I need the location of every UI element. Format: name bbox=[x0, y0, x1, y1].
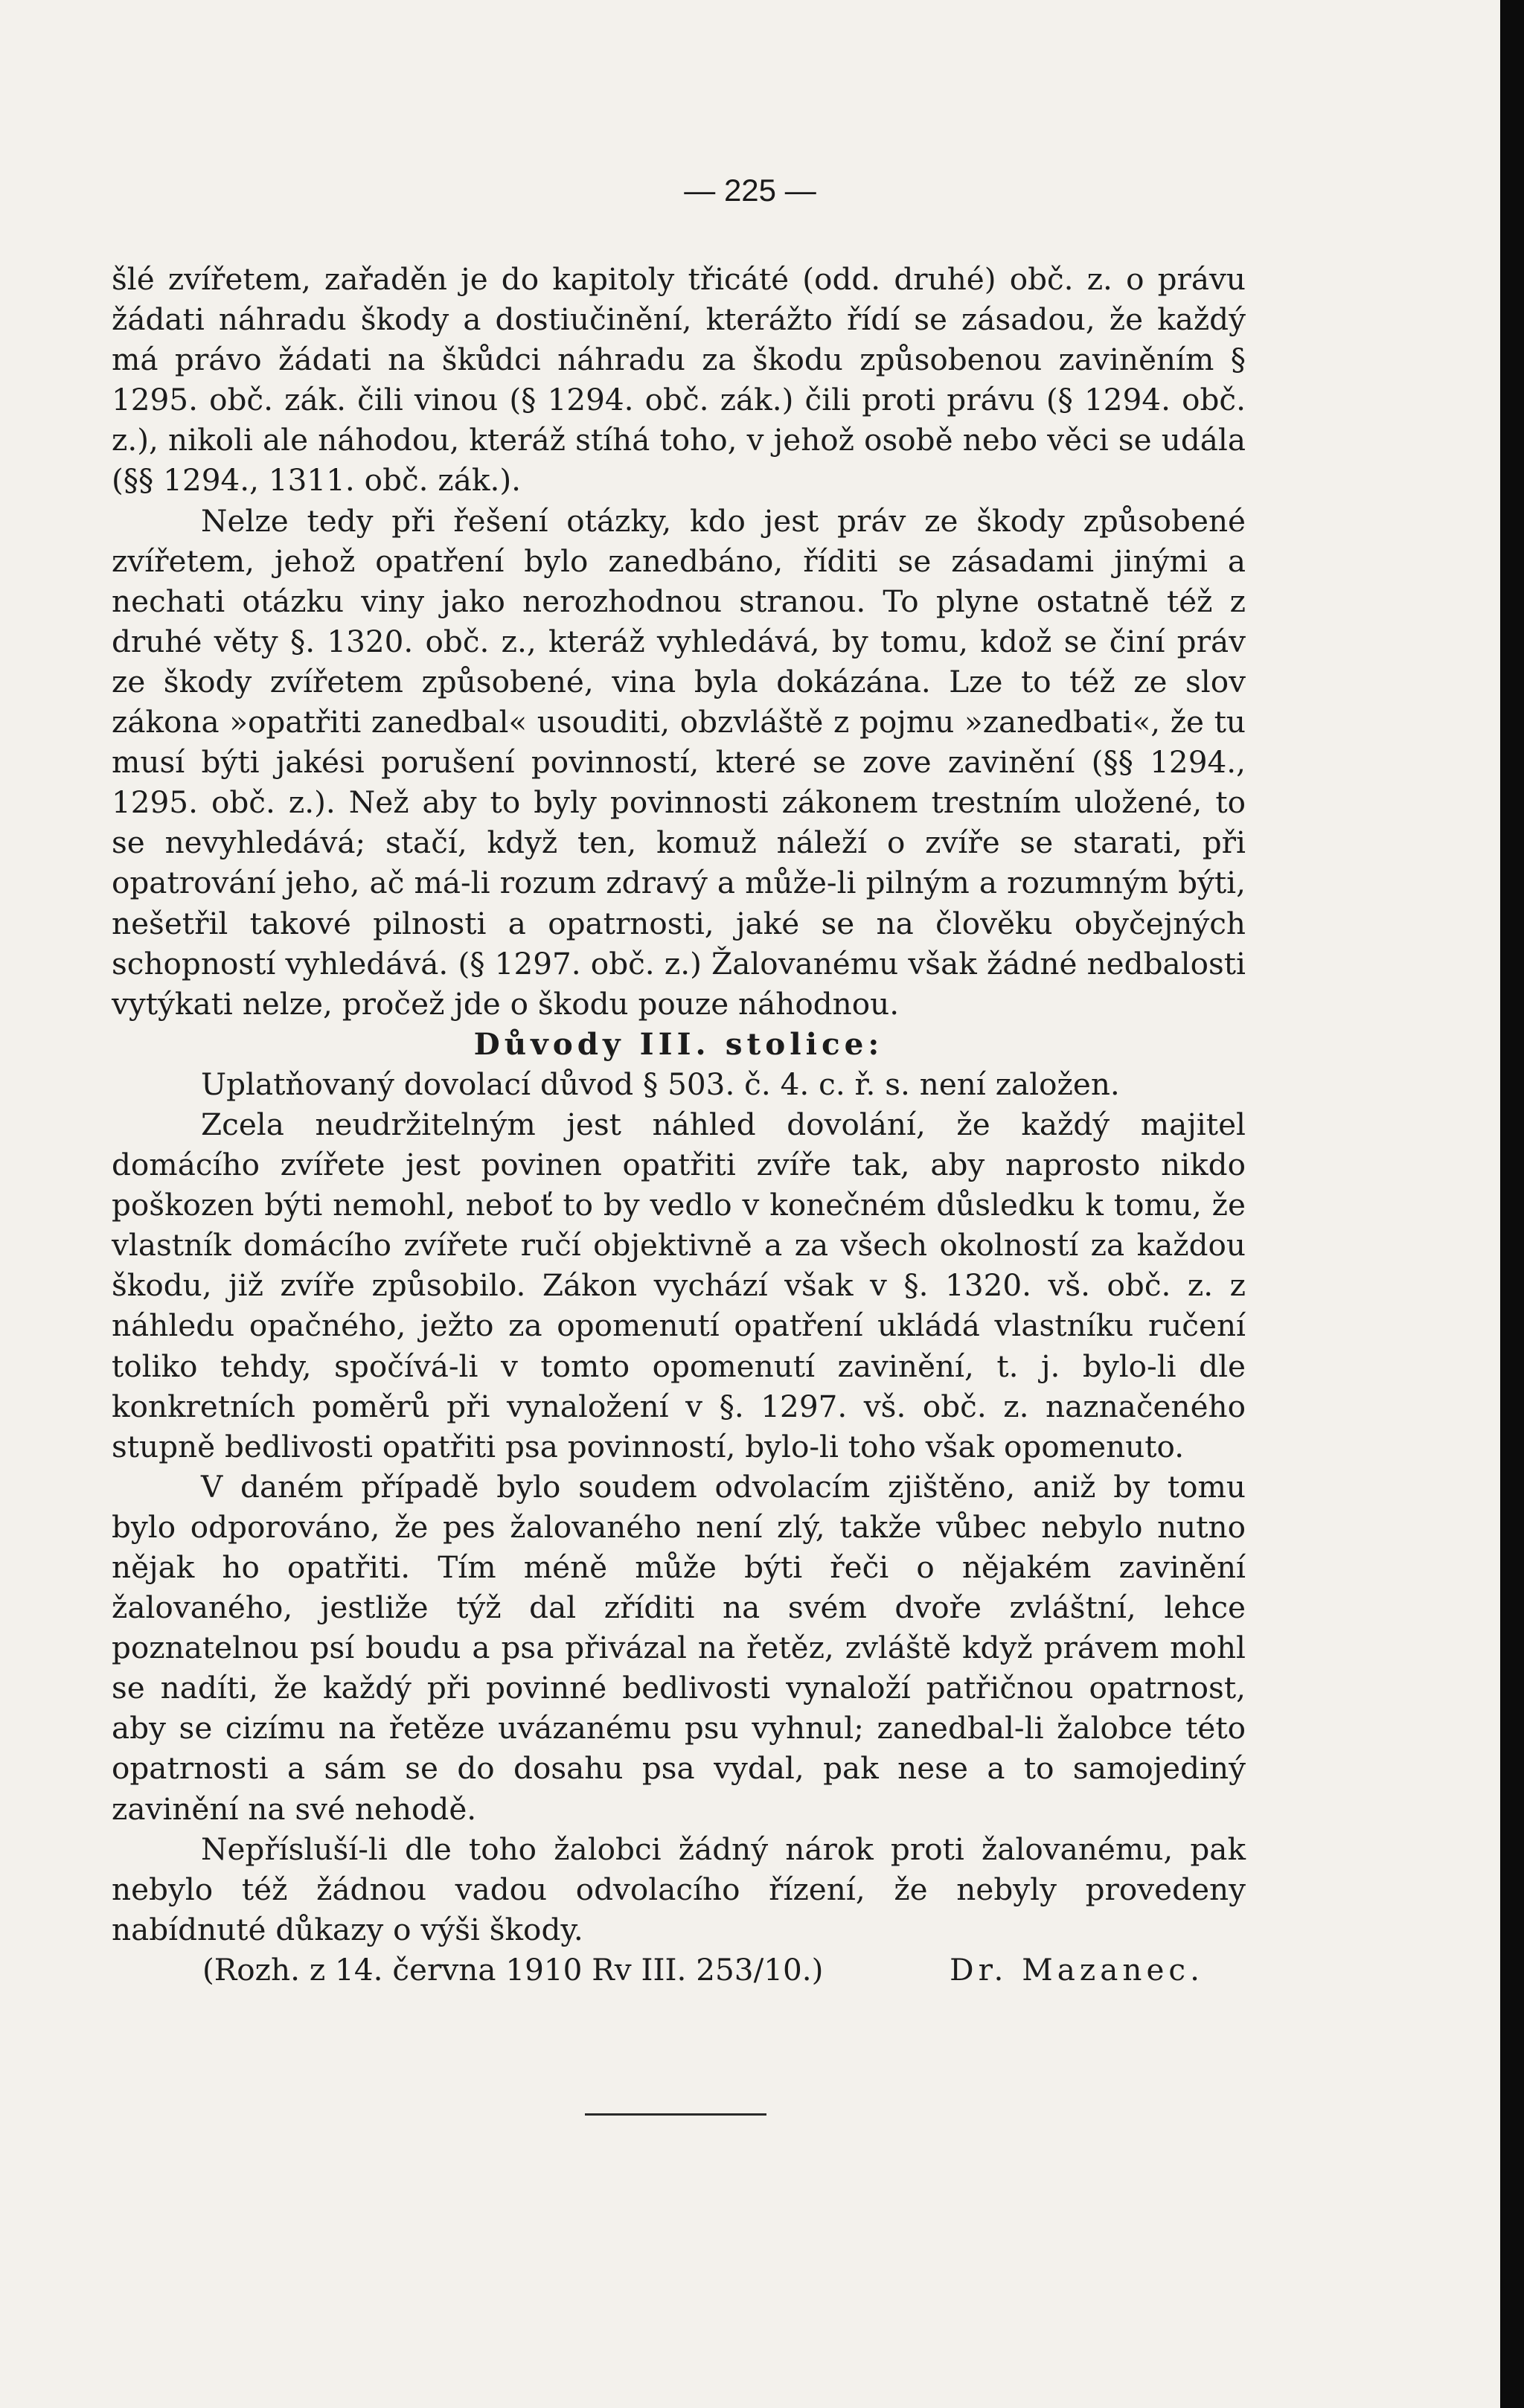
citation-line bbox=[112, 1950, 1246, 1990]
paragraph-5: V daném případě bylo soudem odvolacím zjištěno, aniž by tomu bylo odporováno, že pes žalovaného není zlý, takže vůbec nebylo nutno nějak ho opatřiti. Tím méně může býti řeči o nějakém zavinění žalovaného, jestliže týž dal zříditi na svém dvoře zvláštní, lehce poznatelnou psí boudu a psa přivázal na řetěz, zvláště když právem mohl se nadíti, že každý při povinné bedlivosti vynaloží patřičnou opatrnost, aby se cizímu na řetěze uvázanému psu vyhnul; zanedbal-li žalobce této opatrnosti a sám se do dosahu psa vydal, pak nese a to samojediný zavinění na své nehodě. bbox=[112, 1468, 1246, 1827]
paragraph-4: Zcela neudržitelným jest náhled dovolání, že každý majitel domácího zvířete jest povinen opatřiti zvíře tak, aby naprosto nikdo poškozen býti nemohl, neboť to by vedlo v konečném důsledku k tomu, že vlastník domácího zvířete ručí objektivně a za všech okolností za každou škodu, již zvíře způsobilo. Zákon vychází však v §. 1320. vš. obč. z. z náhledu opačného, ježto za opomenutí opatření ukládá vlastníku ručení toliko tehdy, spočívá-li v tomto opomenutí zavinění, t. j. bylo-li dle konkretních poměrů při vynaložení v §. 1297. vš. obč. z. naznačeného stupně bedlivosti opatřiti psa povinností, bylo-li toho však opomenuto. bbox=[112, 1106, 1246, 1464]
paragraph-6: Nepřísluší-li dle toho žalobci žádný nárok proti žalovanému, pak nebylo též žádnou vadou odvolacího řízení, že nebyly provedeny nabídnuté důkazy o výši škody. bbox=[112, 1831, 1246, 1947]
section-heading: Důvody III. stolice: bbox=[473, 1025, 884, 1062]
page-number: — 225 — bbox=[684, 173, 816, 208]
body-text bbox=[112, 259, 1246, 1990]
paragraph-3: Uplatňovaný dovolací důvod § 503. č. 4. c. ř. s. není založen. bbox=[201, 1066, 1120, 1102]
paragraph-2: Nelze tedy při řešení otázky, kdo jest práv ze škody způsobené zvířetem, jehož opatření bylo zanedbáno, říditi se zásadami jinými a nechati otázku viny jako nerozhodnou stranou. To plyne ostatně též z druhé věty §. 1320. obč. z., kteráž vyhledává, by tomu, kdož se činí práv ze škody zvířetem způsobené, vina byla dokázána. Lze to též ze slov zákona »opatřiti zanedbal« usouditi, obzvláště z pojmu »zanedbati«, že tu musí býti jakési porušení povinností, které se zove zavinění (§§ 1294., 1295. obč. z.). Než aby to byly povinnosti zákonem trestním uložené, to se nevyhledává; stačí, když ten, komuž náleží o zvíře se starati, při opatrování jeho, ač má-li rozum zdravý a může-li pilným a rozumným býti, nešetřil takové pilnosti a opatrnosti, jaké se na člověku obyčejných schopností vyhledává. (§ 1297. obč. z.) Žalovanému však žádné nedbalosti vytýkati nelze, pročež jde o škodu pouze náhodnou. bbox=[112, 502, 1246, 1022]
paragraph-1: šlé zvířetem, zařaděn je do kapitoly třicáté (odd. druhé) obč. z. o právu žádati náhradu škody a dostiučinění, kterážto řídí se zásadou, že každý má právo žádati na škůdci náhradu za škodu způsobenou zaviněním § 1295. obč. zák. čili vinou (§ 1294. obč. zák.) čili proti právu (§ 1294. obč. z.), nikoli ale náhodou, kteráž stíhá toho, v jehož osobě nebo věci se udála (§§ 1294., 1311. obč. zák.). bbox=[112, 261, 1246, 499]
citation-author: Dr. Mazanec. bbox=[950, 1951, 1204, 1988]
citation-reference: (Rozh. z 14. června 1910 Rv III. 253/10.) bbox=[202, 1951, 824, 1988]
closing-rule bbox=[585, 2113, 766, 2116]
scan-edge bbox=[1500, 0, 1524, 2408]
